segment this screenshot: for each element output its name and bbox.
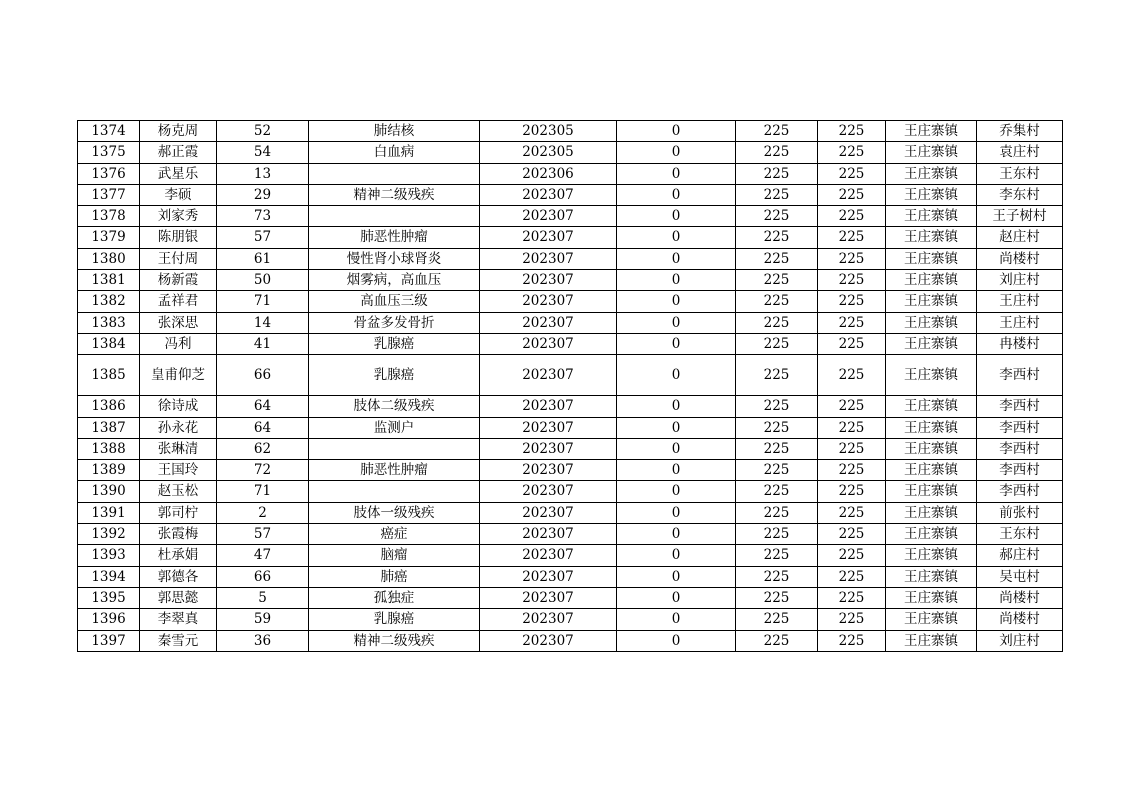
id-cell: 1392: [78, 524, 140, 545]
amount-cell: 225: [736, 121, 818, 142]
id-cell: 1389: [78, 460, 140, 481]
village-cell: 前张村: [977, 502, 1063, 523]
date-cell: 202307: [480, 630, 617, 651]
amount-cell: 225: [736, 312, 818, 333]
age-cell: 72: [217, 460, 309, 481]
amount-cell: 225: [736, 630, 818, 651]
table-row: [78, 481, 1063, 502]
condition-cell: 白血病: [309, 142, 480, 163]
zero-cell: 0: [617, 206, 736, 227]
table-row: [78, 333, 1063, 354]
village-cell: 李西村: [977, 481, 1063, 502]
id-cell: 1391: [78, 502, 140, 523]
amount-cell: 225: [736, 355, 818, 396]
town-cell: 王庄寨镇: [886, 460, 977, 481]
name-cell: 张深思: [140, 312, 217, 333]
name-cell: 王付周: [140, 248, 217, 269]
date-cell: 202307: [480, 524, 617, 545]
zero-cell: 0: [617, 227, 736, 248]
date-cell: 202307: [480, 481, 617, 502]
table-row: [78, 566, 1063, 587]
id-cell: 1396: [78, 609, 140, 630]
name-cell: 张琳清: [140, 438, 217, 459]
amount2-cell: 225: [818, 609, 886, 630]
amount-cell: 225: [736, 163, 818, 184]
amount2-cell: 225: [818, 312, 886, 333]
village-cell: 李东村: [977, 184, 1063, 205]
date-cell: 202307: [480, 184, 617, 205]
town-cell: 王庄寨镇: [886, 206, 977, 227]
zero-cell: 0: [617, 355, 736, 396]
age-cell: 57: [217, 524, 309, 545]
village-cell: 李西村: [977, 438, 1063, 459]
id-cell: 1388: [78, 438, 140, 459]
amount2-cell: 225: [818, 630, 886, 651]
date-cell: 202307: [480, 270, 617, 291]
name-cell: 赵玉松: [140, 481, 217, 502]
amount2-cell: 225: [818, 438, 886, 459]
amount-cell: 225: [736, 206, 818, 227]
date-cell: 202307: [480, 545, 617, 566]
date-cell: 202307: [480, 227, 617, 248]
town-cell: 王庄寨镇: [886, 524, 977, 545]
id-cell: 1397: [78, 630, 140, 651]
town-cell: 王庄寨镇: [886, 184, 977, 205]
amount2-cell: 225: [818, 460, 886, 481]
condition-cell: 骨盆多发骨折: [309, 312, 480, 333]
town-cell: 王庄寨镇: [886, 587, 977, 608]
condition-cell: 慢性肾小球肾炎: [309, 248, 480, 269]
amount-cell: 225: [736, 248, 818, 269]
amount-cell: 225: [736, 184, 818, 205]
town-cell: 王庄寨镇: [886, 566, 977, 587]
table-row: [78, 502, 1063, 523]
amount-cell: 225: [736, 142, 818, 163]
name-cell: 徐诗成: [140, 396, 217, 417]
id-cell: 1384: [78, 333, 140, 354]
date-cell: 202307: [480, 248, 617, 269]
condition-cell: 肢体一级残疾: [309, 502, 480, 523]
table-row: [78, 206, 1063, 227]
zero-cell: 0: [617, 163, 736, 184]
village-cell: 尚楼村: [977, 248, 1063, 269]
condition-cell: 肺恶性肿瘤: [309, 227, 480, 248]
age-cell: 66: [217, 355, 309, 396]
table-row: [78, 460, 1063, 481]
amount-cell: 225: [736, 227, 818, 248]
zero-cell: 0: [617, 417, 736, 438]
town-cell: 王庄寨镇: [886, 396, 977, 417]
date-cell: 202307: [480, 355, 617, 396]
zero-cell: 0: [617, 312, 736, 333]
amount2-cell: 225: [818, 545, 886, 566]
zero-cell: 0: [617, 142, 736, 163]
name-cell: 郭司柠: [140, 502, 217, 523]
table-row: [78, 438, 1063, 459]
table-row: [78, 396, 1063, 417]
zero-cell: 0: [617, 121, 736, 142]
age-cell: 5: [217, 587, 309, 608]
condition-cell: 乳腺癌: [309, 609, 480, 630]
village-cell: 尚楼村: [977, 609, 1063, 630]
condition-cell: 肢体二级残疾: [309, 396, 480, 417]
table-row: [78, 291, 1063, 312]
table-row: [78, 142, 1063, 163]
name-cell: 孙永花: [140, 417, 217, 438]
village-cell: 刘庄村: [977, 270, 1063, 291]
zero-cell: 0: [617, 524, 736, 545]
table-row: [78, 545, 1063, 566]
amount-cell: 225: [736, 270, 818, 291]
village-cell: 李西村: [977, 460, 1063, 481]
id-cell: 1387: [78, 417, 140, 438]
town-cell: 王庄寨镇: [886, 333, 977, 354]
zero-cell: 0: [617, 587, 736, 608]
id-cell: 1381: [78, 270, 140, 291]
amount2-cell: 225: [818, 587, 886, 608]
amount-cell: 225: [736, 609, 818, 630]
condition-cell: 癌症: [309, 524, 480, 545]
date-cell: 202307: [480, 502, 617, 523]
id-cell: 1376: [78, 163, 140, 184]
village-cell: 袁庄村: [977, 142, 1063, 163]
age-cell: 66: [217, 566, 309, 587]
age-cell: 52: [217, 121, 309, 142]
age-cell: 14: [217, 312, 309, 333]
zero-cell: 0: [617, 248, 736, 269]
amount2-cell: 225: [818, 248, 886, 269]
town-cell: 王庄寨镇: [886, 312, 977, 333]
id-cell: 1383: [78, 312, 140, 333]
name-cell: 张霞梅: [140, 524, 217, 545]
age-cell: 29: [217, 184, 309, 205]
date-cell: 202307: [480, 438, 617, 459]
date-cell: 202307: [480, 333, 617, 354]
amount2-cell: 225: [818, 502, 886, 523]
amount2-cell: 225: [818, 481, 886, 502]
condition-cell: [309, 438, 480, 459]
age-cell: 50: [217, 270, 309, 291]
amount2-cell: 225: [818, 291, 886, 312]
amount2-cell: 225: [818, 396, 886, 417]
table-row: [78, 587, 1063, 608]
amount-cell: 225: [736, 566, 818, 587]
name-cell: 武星乐: [140, 163, 217, 184]
condition-cell: [309, 163, 480, 184]
amount-cell: 225: [736, 396, 818, 417]
zero-cell: 0: [617, 184, 736, 205]
table-row: [78, 524, 1063, 545]
name-cell: 杜承娟: [140, 545, 217, 566]
name-cell: 郭德各: [140, 566, 217, 587]
zero-cell: 0: [617, 333, 736, 354]
village-cell: 冉楼村: [977, 333, 1063, 354]
condition-cell: 乳腺癌: [309, 355, 480, 396]
village-cell: 王子树村: [977, 206, 1063, 227]
table-row: [78, 355, 1063, 396]
amount-cell: 225: [736, 291, 818, 312]
age-cell: 57: [217, 227, 309, 248]
amount-cell: 225: [736, 545, 818, 566]
zero-cell: 0: [617, 502, 736, 523]
amount2-cell: 225: [818, 227, 886, 248]
village-cell: 王庄村: [977, 291, 1063, 312]
amount2-cell: 225: [818, 121, 886, 142]
town-cell: 王庄寨镇: [886, 438, 977, 459]
amount2-cell: 225: [818, 417, 886, 438]
village-cell: 乔集村: [977, 121, 1063, 142]
date-cell: 202305: [480, 142, 617, 163]
town-cell: 王庄寨镇: [886, 630, 977, 651]
id-cell: 1386: [78, 396, 140, 417]
table-row: [78, 227, 1063, 248]
name-cell: 冯利: [140, 333, 217, 354]
amount2-cell: 225: [818, 142, 886, 163]
age-cell: 59: [217, 609, 309, 630]
condition-cell: 肺结核: [309, 121, 480, 142]
village-cell: 赵庄村: [977, 227, 1063, 248]
age-cell: 36: [217, 630, 309, 651]
zero-cell: 0: [617, 396, 736, 417]
amount2-cell: 225: [818, 566, 886, 587]
zero-cell: 0: [617, 460, 736, 481]
village-cell: 李西村: [977, 417, 1063, 438]
zero-cell: 0: [617, 566, 736, 587]
town-cell: 王庄寨镇: [886, 121, 977, 142]
town-cell: 王庄寨镇: [886, 417, 977, 438]
date-cell: 202305: [480, 121, 617, 142]
table-row: [78, 609, 1063, 630]
table-row: [78, 248, 1063, 269]
date-cell: 202306: [480, 163, 617, 184]
town-cell: 王庄寨镇: [886, 227, 977, 248]
town-cell: 王庄寨镇: [886, 270, 977, 291]
zero-cell: 0: [617, 545, 736, 566]
date-cell: 202307: [480, 587, 617, 608]
name-cell: 李硕: [140, 184, 217, 205]
amount-cell: 225: [736, 333, 818, 354]
id-cell: 1382: [78, 291, 140, 312]
name-cell: 孟祥君: [140, 291, 217, 312]
table-row: [78, 121, 1063, 142]
amount-cell: 225: [736, 587, 818, 608]
village-cell: 尚楼村: [977, 587, 1063, 608]
age-cell: 64: [217, 396, 309, 417]
age-cell: 47: [217, 545, 309, 566]
date-cell: 202307: [480, 460, 617, 481]
age-cell: 71: [217, 291, 309, 312]
zero-cell: 0: [617, 630, 736, 651]
table-row: [78, 312, 1063, 333]
date-cell: 202307: [480, 417, 617, 438]
town-cell: 王庄寨镇: [886, 291, 977, 312]
table-row: [78, 630, 1063, 651]
condition-cell: 肺癌: [309, 566, 480, 587]
id-cell: 1377: [78, 184, 140, 205]
date-cell: 202307: [480, 566, 617, 587]
village-cell: 刘庄村: [977, 630, 1063, 651]
village-cell: 王东村: [977, 163, 1063, 184]
village-cell: 王东村: [977, 524, 1063, 545]
id-cell: 1375: [78, 142, 140, 163]
age-cell: 54: [217, 142, 309, 163]
table-row: [78, 417, 1063, 438]
age-cell: 62: [217, 438, 309, 459]
name-cell: 郭思懿: [140, 587, 217, 608]
id-cell: 1379: [78, 227, 140, 248]
town-cell: 王庄寨镇: [886, 163, 977, 184]
village-cell: 李西村: [977, 355, 1063, 396]
amount-cell: 225: [736, 481, 818, 502]
town-cell: 王庄寨镇: [886, 545, 977, 566]
amount-cell: 225: [736, 502, 818, 523]
name-cell: 王国玲: [140, 460, 217, 481]
age-cell: 64: [217, 417, 309, 438]
id-cell: 1395: [78, 587, 140, 608]
amount2-cell: 225: [818, 184, 886, 205]
name-cell: 李翠真: [140, 609, 217, 630]
zero-cell: 0: [617, 438, 736, 459]
age-cell: 13: [217, 163, 309, 184]
village-cell: 王庄村: [977, 312, 1063, 333]
date-cell: 202307: [480, 312, 617, 333]
condition-cell: 烟雾病，高血压: [309, 270, 480, 291]
data-table: [77, 120, 1063, 652]
condition-cell: 孤独症: [309, 587, 480, 608]
amount-cell: 225: [736, 438, 818, 459]
date-cell: 202307: [480, 206, 617, 227]
name-cell: 秦雪元: [140, 630, 217, 651]
zero-cell: 0: [617, 291, 736, 312]
condition-cell: [309, 206, 480, 227]
amount2-cell: 225: [818, 355, 886, 396]
condition-cell: [309, 481, 480, 502]
date-cell: 202307: [480, 609, 617, 630]
age-cell: 61: [217, 248, 309, 269]
name-cell: 杨克周: [140, 121, 217, 142]
amount-cell: 225: [736, 524, 818, 545]
amount2-cell: 225: [818, 524, 886, 545]
table-body: [78, 121, 1063, 652]
id-cell: 1378: [78, 206, 140, 227]
table-row: [78, 270, 1063, 291]
name-cell: 刘家秀: [140, 206, 217, 227]
condition-cell: 精神二级残疾: [309, 184, 480, 205]
village-cell: 吴屯村: [977, 566, 1063, 587]
name-cell: 杨新霞: [140, 270, 217, 291]
date-cell: 202307: [480, 396, 617, 417]
table-row: [78, 163, 1063, 184]
village-cell: 李西村: [977, 396, 1063, 417]
id-cell: 1385: [78, 355, 140, 396]
age-cell: 71: [217, 481, 309, 502]
amount2-cell: 225: [818, 270, 886, 291]
town-cell: 王庄寨镇: [886, 502, 977, 523]
amount2-cell: 225: [818, 163, 886, 184]
id-cell: 1390: [78, 481, 140, 502]
amount2-cell: 225: [818, 206, 886, 227]
town-cell: 王庄寨镇: [886, 609, 977, 630]
condition-cell: 高血压三级: [309, 291, 480, 312]
id-cell: 1394: [78, 566, 140, 587]
condition-cell: 乳腺癌: [309, 333, 480, 354]
zero-cell: 0: [617, 270, 736, 291]
id-cell: 1393: [78, 545, 140, 566]
condition-cell: 肺恶性肿瘤: [309, 460, 480, 481]
date-cell: 202307: [480, 291, 617, 312]
table-row: [78, 184, 1063, 205]
name-cell: 郝正霞: [140, 142, 217, 163]
condition-cell: 脑瘤: [309, 545, 480, 566]
id-cell: 1380: [78, 248, 140, 269]
id-cell: 1374: [78, 121, 140, 142]
name-cell: 陈朋银: [140, 227, 217, 248]
age-cell: 41: [217, 333, 309, 354]
name-cell: 皇甫仰芝: [140, 355, 217, 396]
age-cell: 73: [217, 206, 309, 227]
amount2-cell: 225: [818, 333, 886, 354]
amount-cell: 225: [736, 460, 818, 481]
town-cell: 王庄寨镇: [886, 481, 977, 502]
town-cell: 王庄寨镇: [886, 142, 977, 163]
zero-cell: 0: [617, 481, 736, 502]
condition-cell: 监测户: [309, 417, 480, 438]
zero-cell: 0: [617, 609, 736, 630]
condition-cell: 精神二级残疾: [309, 630, 480, 651]
amount-cell: 225: [736, 417, 818, 438]
age-cell: 2: [217, 502, 309, 523]
town-cell: 王庄寨镇: [886, 248, 977, 269]
village-cell: 郝庄村: [977, 545, 1063, 566]
town-cell: 王庄寨镇: [886, 355, 977, 396]
